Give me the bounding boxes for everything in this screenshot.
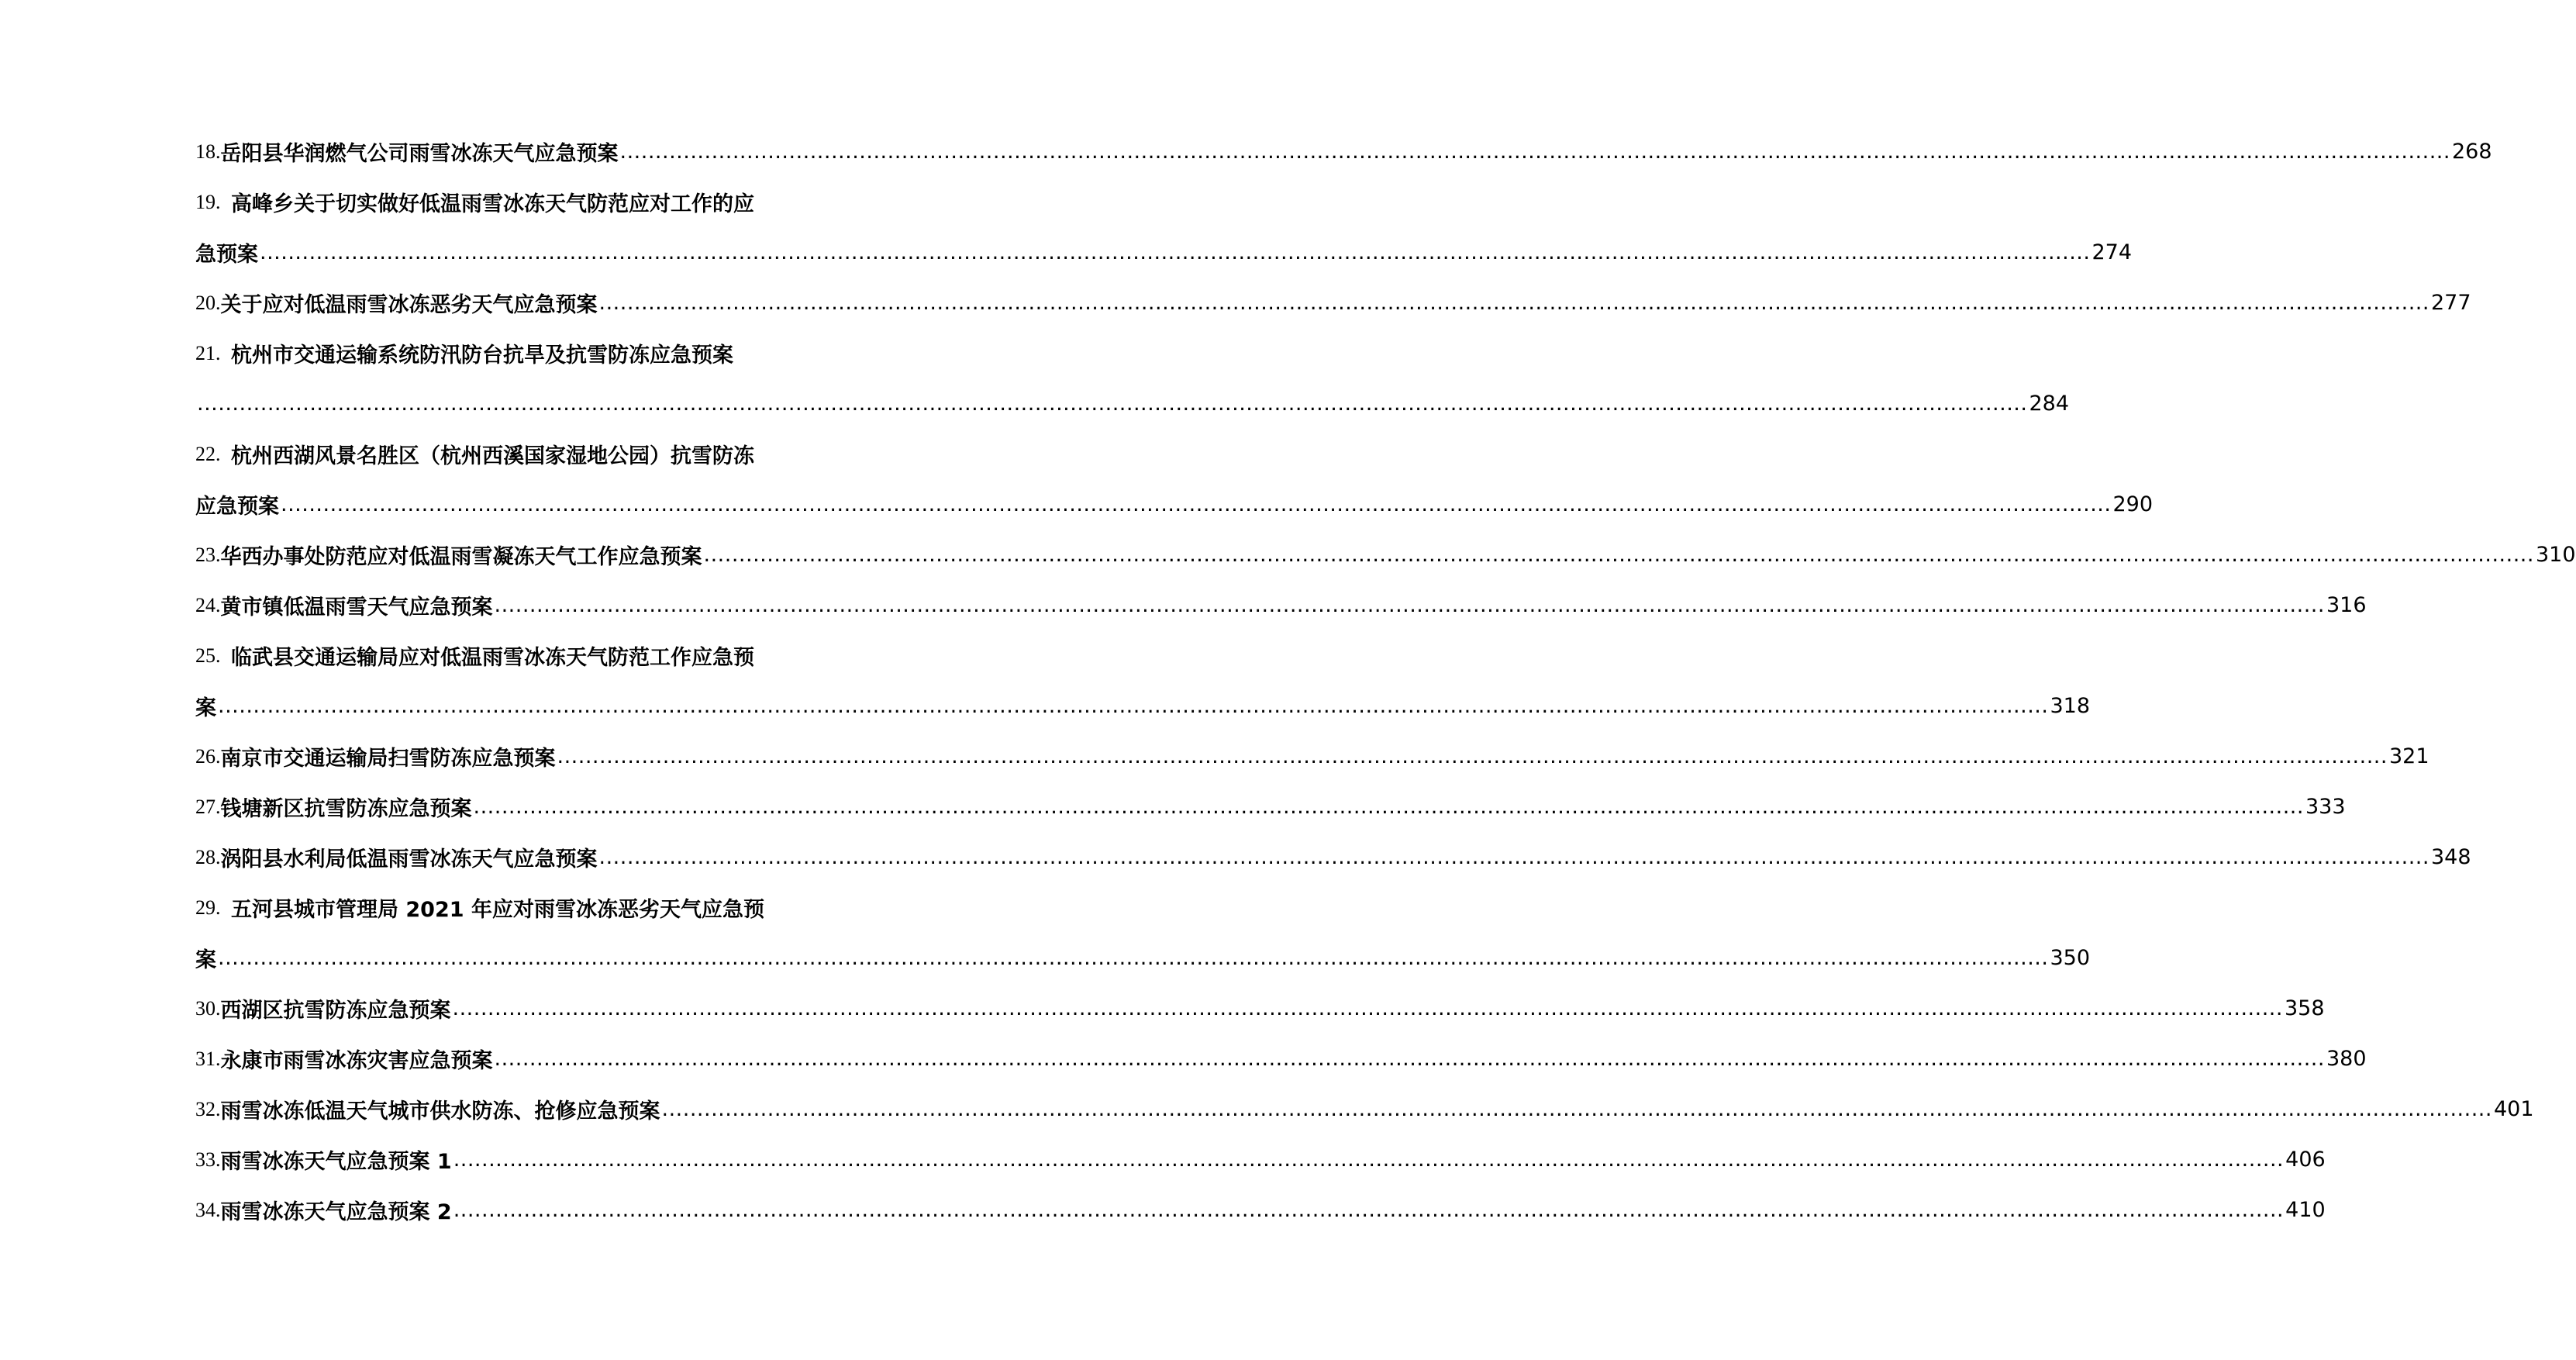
entry-number: 27. (195, 795, 221, 818)
entry-title: 西湖区抗雪防冻应急预案 (220, 999, 451, 1023)
dot-leader: .................................................................................................................................................................................................................................................................... (494, 593, 2325, 617)
entry-title: 岳阳县华润燃气公司雨雪冰冻天气应急预案 (220, 142, 619, 166)
dot-leader: .................................................................................................................................................................................................................................................................... (260, 240, 2091, 264)
page-number: 321 (2388, 744, 2429, 768)
entry-number: 31. (195, 1047, 221, 1070)
toc-line (195, 177, 816, 227)
entry-title-continuation: 案 (195, 948, 216, 972)
toc-entry[interactable] (195, 882, 2091, 983)
toc-entry[interactable] (195, 177, 2133, 278)
dot-leader: .................................................................................................................................................................................................................................................................... (218, 694, 2049, 718)
dot-leader: .................................................................................................................................................................................................................................................................... (661, 1097, 2492, 1121)
page-number: 318 (2050, 694, 2091, 718)
toc-line (195, 832, 2471, 882)
toc-line-continuation (195, 933, 2091, 983)
page-number: 277 (2430, 291, 2471, 315)
entry-title: 高峰乡关于切实做好低温雨雪冰冻天气防范应对工作的应 (231, 192, 754, 216)
page-number: 268 (2451, 140, 2492, 164)
entry-title: 雨雪冰冻低温天气城市供水防冻、抢修应急预案 (220, 1099, 660, 1124)
entry-number: 23. (195, 543, 221, 566)
dot-leader: .................................................................................................................................................................................................................................................................... (453, 1148, 2285, 1172)
dot-leader: .................................................................................................................................................................................................................................................................... (619, 140, 2450, 164)
toc-entry[interactable] (195, 1084, 2534, 1134)
toc-entry[interactable] (195, 782, 2346, 832)
toc-line (195, 1034, 2367, 1084)
toc-line (195, 328, 816, 378)
dot-leader: .................................................................................................................................................................................................................................................................... (281, 492, 2112, 516)
entry-title: 杭州西湖风景名胜区（杭州西溪国家湿地公园）抗雪防冻 (231, 444, 754, 468)
entry-number: 18. (195, 140, 221, 163)
entry-title: 永康市雨雪冰冻灾害应急预案 (220, 1049, 493, 1073)
toc-entry[interactable] (195, 1185, 2326, 1235)
entry-title: 涡阳县水利局低温雨雪冰冻天气应急预案 (220, 847, 598, 872)
table-of-contents (195, 126, 2576, 1235)
page-number: 274 (2091, 240, 2133, 264)
toc-line-continuation (195, 681, 2091, 731)
entry-title: 黄市镇低温雨雪天气应急预案 (220, 595, 493, 620)
page-number: 284 (2029, 392, 2070, 416)
toc-line (195, 882, 816, 933)
page-number: 380 (2326, 1047, 2367, 1071)
dot-leader: .................................................................................................................................................................................................................................................................... (452, 996, 2283, 1020)
toc-line (195, 278, 2471, 328)
dot-leader: .................................................................................................................................................................................................................................................................... (473, 795, 2304, 819)
entry-number: 29. (195, 896, 221, 919)
entry-number: 25. (195, 644, 221, 667)
toc-line (195, 126, 2492, 177)
toc-line (195, 530, 2576, 580)
dot-leader: .................................................................................................................................................................................................................................................................... (598, 291, 2429, 315)
toc-line (195, 731, 2429, 782)
page-number: 310 (2535, 543, 2576, 567)
entry-title: 杭州市交通运输系统防汛防台抗旱及抗雪防冻应急预案 (231, 343, 733, 368)
dot-leader: .................................................................................................................................................................................................................................................................... (703, 543, 2534, 567)
toc-entry[interactable] (195, 530, 2576, 580)
page-number: 316 (2326, 593, 2367, 617)
entry-title-continuation: 案 (195, 696, 216, 720)
entry-title: 华西办事处防范应对低温雨雪凝冻天气工作应急预案 (220, 545, 702, 569)
toc-entry[interactable] (195, 328, 2070, 429)
dot-leader: .................................................................................................................................................................................................................................................................... (494, 1047, 2325, 1071)
toc-entry[interactable] (195, 429, 2154, 530)
entry-number: 22. (195, 442, 221, 465)
toc-entry[interactable] (195, 126, 2492, 177)
page-number: 401 (2493, 1097, 2534, 1121)
toc-entry[interactable] (195, 1034, 2367, 1084)
entry-title: 五河县城市管理局 2021 年应对雨雪冰冻恶劣天气应急预 (231, 898, 764, 922)
page-number: 358 (2284, 996, 2325, 1020)
entry-title: 南京市交通运输局扫雪防冻应急预案 (220, 747, 556, 771)
entry-title-continuation: 应急预案 (195, 495, 279, 519)
dot-leader: .................................................................................................................................................................................................................................................................... (197, 392, 2028, 416)
dot-leader: .................................................................................................................................................................................................................................................................... (557, 744, 2388, 768)
toc-line (195, 782, 2346, 832)
entry-number: 20. (195, 291, 221, 314)
entry-title: 雨雪冰冻天气应急预案 2 (220, 1200, 452, 1224)
page-number: 348 (2430, 845, 2471, 869)
toc-entry[interactable] (195, 278, 2471, 328)
toc-line-continuation (195, 378, 2070, 429)
dot-leader: .................................................................................................................................................................................................................................................................... (598, 845, 2429, 869)
toc-entry[interactable] (195, 832, 2471, 882)
toc-entry[interactable] (195, 630, 2091, 731)
toc-entry[interactable] (195, 1134, 2326, 1185)
entry-number: 33. (195, 1148, 221, 1171)
entry-number: 21. (195, 341, 221, 364)
entry-number: 28. (195, 845, 221, 868)
page-number: 350 (2050, 946, 2091, 970)
toc-line (195, 1084, 2534, 1134)
entry-title: 雨雪冰冻天气应急预案 1 (220, 1150, 452, 1174)
page-number: 406 (2285, 1148, 2326, 1172)
entry-title: 临武县交通运输局应对低温雨雪冰冻天气防范工作应急预 (231, 646, 754, 670)
entry-number: 19. (195, 190, 221, 213)
toc-line-continuation (195, 479, 2154, 530)
toc-line (195, 1134, 2326, 1185)
page-number: 410 (2285, 1198, 2326, 1222)
dot-leader: .................................................................................................................................................................................................................................................................... (218, 946, 2049, 970)
dot-leader: .................................................................................................................................................................................................................................................................... (453, 1198, 2285, 1222)
toc-entry[interactable] (195, 983, 2325, 1034)
entry-number: 30. (195, 996, 221, 1020)
entry-number: 24. (195, 593, 221, 616)
entry-number: 34. (195, 1198, 221, 1221)
entry-number: 32. (195, 1097, 221, 1120)
toc-line (195, 1185, 2326, 1235)
entry-title: 钱塘新区抗雪防冻应急预案 (220, 797, 472, 821)
toc-entry[interactable] (195, 731, 2429, 782)
entry-number: 26. (195, 744, 221, 768)
toc-line (195, 580, 2367, 630)
page-number: 333 (2305, 795, 2346, 819)
toc-line (195, 983, 2325, 1034)
page-number: 290 (2112, 492, 2154, 516)
toc-line (195, 429, 816, 479)
toc-entry[interactable] (195, 580, 2367, 630)
toc-line-continuation (195, 227, 2133, 278)
entry-title: 关于应对低温雨雪冰冻恶劣天气应急预案 (220, 293, 598, 317)
entry-title-continuation: 急预案 (195, 243, 258, 267)
toc-line (195, 630, 816, 681)
